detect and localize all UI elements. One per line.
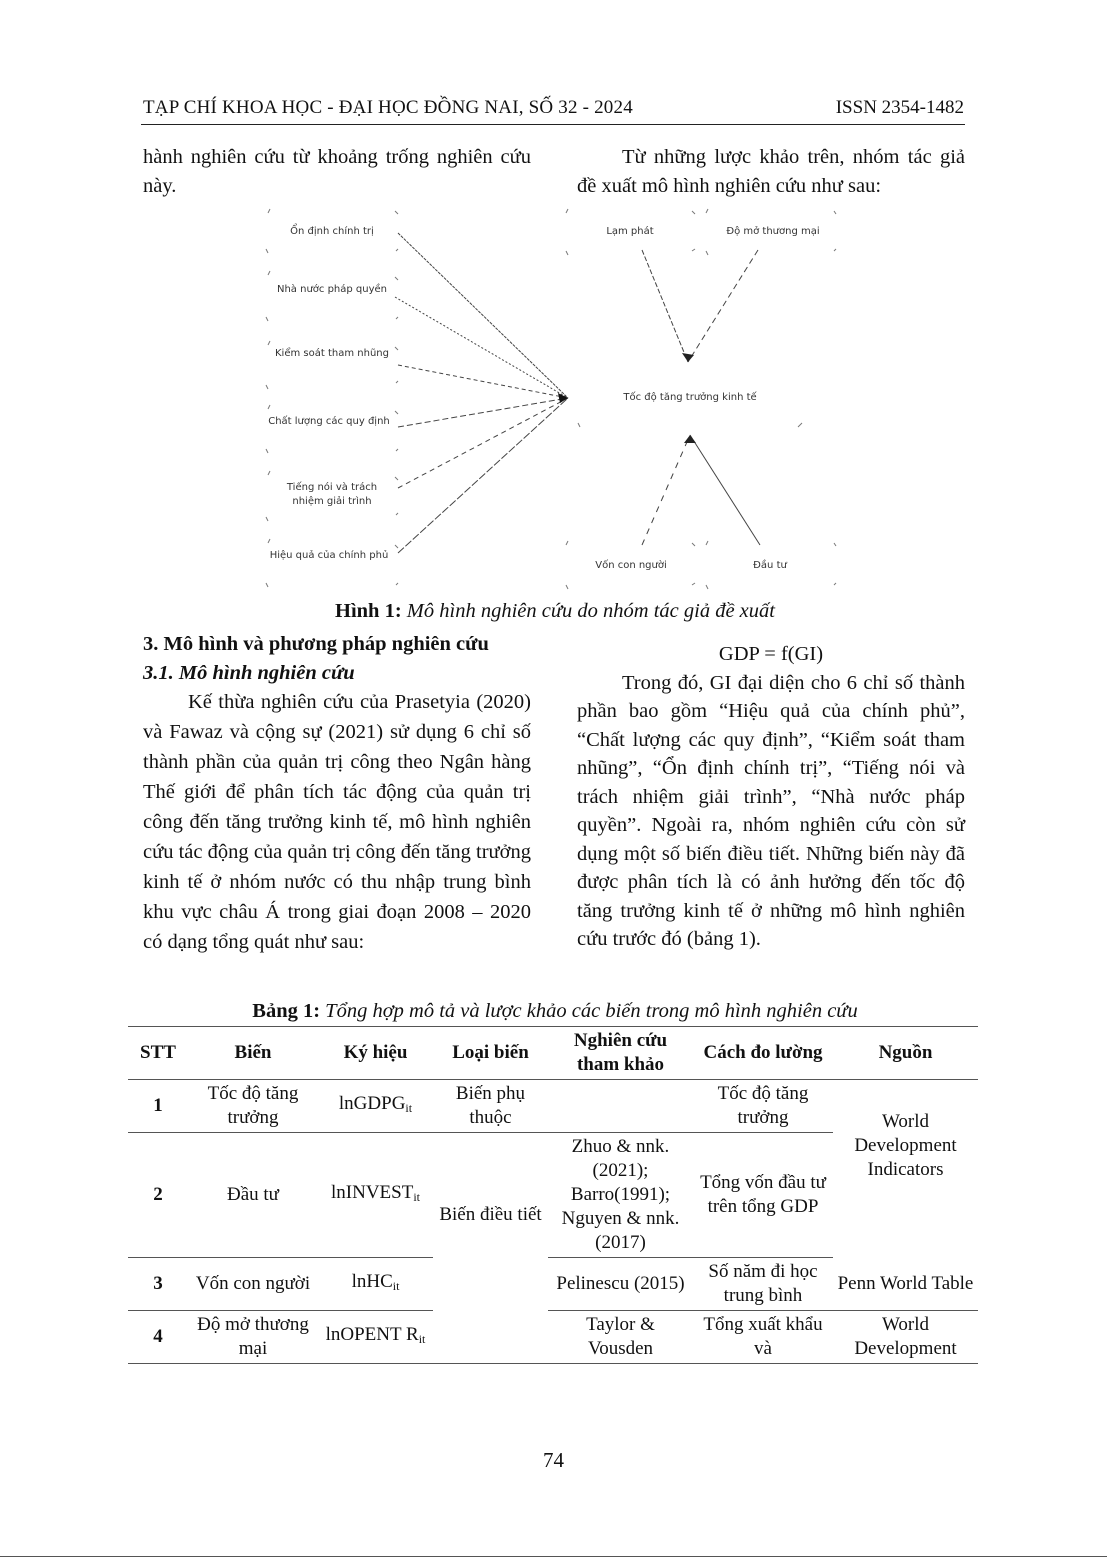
section-title: 3. Mô hình và phương pháp nghiên cứu xyxy=(143,633,489,655)
table-cell: Taylor & Vousden xyxy=(548,1311,693,1364)
section-left-paragraph: Kế thừa nghiên cứu của Prasetyia (2020) và Fawaz và cộng sự (2021) sử dụng 6 chỉ số thành phần của quản trị công theo Ngân hàng Thế giới để phân tích tác động của quản trị công đến tăng trưởng kinh tế, mô hình nghiên cứu tác động của quản trị công đến tăng trưởng kinh tế ở nhóm nước có thu nhập trung bình khu vực châu Á trong giai đoạn 2008 – 2020 có dạng tổng quát như sau: xyxy=(143,691,531,953)
figure-caption: Hình 1: Mô hình nghiên cứu do nhóm tác giả đề xuất xyxy=(335,600,775,622)
intro-right: Từ những lược khảo trên, nhóm tác giả đề xuất mô hình nghiên cứu như sau: xyxy=(577,146,965,197)
section-right-column xyxy=(577,640,965,954)
table-cell: lnHC$_{it}$ xyxy=(318,1258,433,1311)
figure-box-von-con-nguoi: Vốn con người xyxy=(595,560,667,571)
figure-box-dau-tu: Đầu tư xyxy=(753,560,787,571)
table-cell: Vốn con người xyxy=(188,1258,318,1311)
table-header-cell: Ký hiệu xyxy=(318,1027,433,1080)
table-cell-source-wdi: World Development Indicators xyxy=(854,1111,957,1180)
table-cell: Zhuo & nnk. (2021); Barro(1991); Nguyen & nnk. (2017) xyxy=(548,1133,693,1258)
journal-header: TẠP CHÍ KHOA HỌC - ĐẠI HỌC ĐỒNG NAI, SỐ 32 - 2024 xyxy=(143,97,633,118)
variables-table xyxy=(128,1026,978,1364)
table-header-cell: Cách đo lường xyxy=(693,1027,833,1080)
issn: ISSN 2354-1482 xyxy=(835,97,964,118)
table-cell: Tốc độ tăng trưởng xyxy=(693,1080,833,1133)
figure-box-nha-nuoc-phap-quyen: Nhà nước pháp quyền xyxy=(276,284,388,295)
subsection-title: 3.1. Mô hình nghiên cứu xyxy=(143,661,355,684)
table-cell-loai-dieu-tiet: Biến điều tiết xyxy=(433,1133,548,1364)
table-cell: 2 xyxy=(128,1133,188,1258)
table-cell: Biến phụ thuộc xyxy=(433,1080,548,1133)
table-header-cell: Loại biến xyxy=(433,1027,548,1080)
header-rule xyxy=(141,124,965,125)
table-header-cell: Biến xyxy=(188,1027,318,1080)
table-cell: Tổng xuất khẩu và xyxy=(693,1311,833,1364)
figure-box-lam-phat: Lạm phát xyxy=(606,226,654,237)
section-right-paragraph: Trong đó, GI đại diện cho 6 chỉ số thành phần bao gồm “Hiệu quả của chính phủ”, “Chất lượng các quy định”, “Kiểm soát tham nhũng”, “Ổn định chính trị”, “Tiếng nói và trách nhiệm giải trình”, “Nhà nước pháp quyền”. Ngoài ra, nhóm nghiên cứu còn sử dụng một số biến điều tiết. Những biến này đã được phân tích là có ảnh hưởng đến tốc độ tăng trưởng kinh tế ở những mô hình nghiên cứu trước đó (bảng 1). xyxy=(577,671,965,950)
figure-box-chat-luong-cac-quy-dinh: Chất lượng các quy định xyxy=(268,416,390,427)
table-cell: Số năm đi học trung bình xyxy=(693,1258,833,1311)
table-cell: 4 xyxy=(128,1311,188,1364)
table-cell: Tốc độ tăng trưởng xyxy=(188,1080,318,1133)
intro-left: hành nghiên cứu từ khoảng trống nghiên cứu này. xyxy=(143,146,531,197)
figure-box-tieng-noi: Tiếng nói và trách nhiệm giải trình xyxy=(286,482,378,507)
figure-box-hieu-qua-chinh-phu: Hiệu quả của chính phủ xyxy=(269,550,389,561)
page-number: 74 xyxy=(543,1448,564,1472)
table-row xyxy=(128,1080,978,1133)
table-cell: 3 xyxy=(128,1258,188,1311)
research-model-figure xyxy=(250,205,860,600)
table-cell: Penn World Table xyxy=(833,1258,978,1311)
table-cell: lnOPENT $R_{it}$ xyxy=(318,1311,433,1364)
table-header-cell: STT xyxy=(128,1027,188,1080)
table-row xyxy=(128,1258,978,1311)
figure-box-toc-do-tang-truong: Tốc độ tăng trưởng kinh tế xyxy=(623,392,757,403)
figure-box-kiem-soat-tham-nhung: Kiểm soát tham nhũng xyxy=(275,348,389,359)
table-row xyxy=(128,1311,978,1364)
table-header-cell: Nghiên cứu tham khảo xyxy=(548,1027,693,1080)
table-cell: Pelinescu (2015) xyxy=(548,1258,693,1311)
table-cell: Tổng vốn đầu tư trên tổng GDP xyxy=(693,1133,833,1258)
table-cell: Đầu tư xyxy=(188,1133,318,1258)
table-cell: lnINVEST$_{it}$ xyxy=(318,1133,433,1258)
footer-rule xyxy=(0,1556,1107,1557)
table-cell: 1 xyxy=(128,1080,188,1133)
formula: GDP = f(GI) xyxy=(718,643,824,665)
figure-box-do-mo-thuong-mai: Độ mở thương mại xyxy=(726,226,820,237)
table-header-row xyxy=(128,1027,978,1080)
figure-box-on-dinh-chinh-tri: Ổn định chính trị xyxy=(290,226,374,237)
section-left-column xyxy=(143,630,531,957)
table-caption: Bảng 1: Tổng hợp mô tả và lược khảo các biến trong mô hình nghiên cứu xyxy=(252,1000,858,1022)
table-cell: lnGDPG$_{it}$ xyxy=(318,1080,433,1133)
table-header-cell: Nguồn xyxy=(833,1027,978,1080)
table-cell xyxy=(548,1080,693,1133)
table-cell: World Development xyxy=(833,1311,978,1364)
table-cell: Độ mở thương mại xyxy=(188,1311,318,1364)
